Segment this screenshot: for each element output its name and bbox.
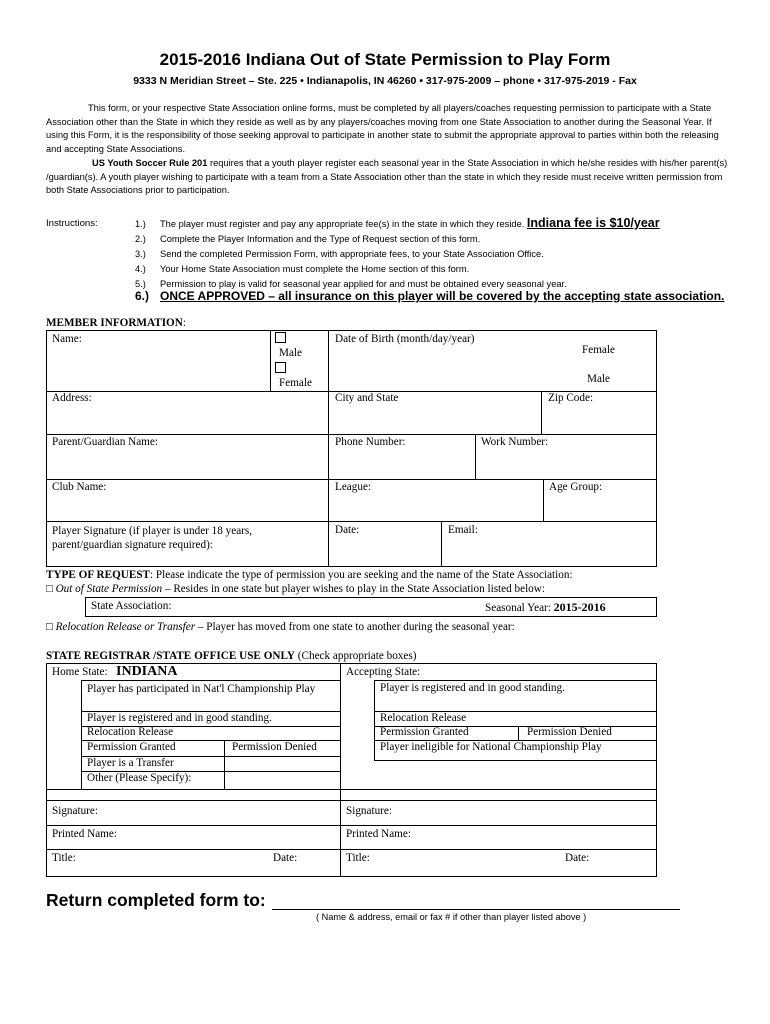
registrar-left-row[interactable]: Player has participated in Nat'l Championship Play [87, 683, 316, 695]
address-label: Address: [52, 392, 92, 404]
male-label: Male [279, 347, 302, 359]
parent-label: Parent/Guardian Name: [52, 436, 158, 448]
work-label: Work Number: [481, 436, 549, 448]
return-note: ( Name & address, email or fax # if other than player listed above ) [316, 912, 587, 922]
dob-label: Date of Birth (month/day/year) [335, 333, 475, 345]
instruction-steps [135, 216, 660, 292]
instruction-step-6: 6.) ONCE APPROVED – all insurance on this player will be covered by the accepting state association. [135, 289, 725, 303]
instruction-step: 5.) Permission to play is valid for seasonal year applied for and must be obtained every seasonal year. [135, 279, 567, 289]
city-state-label: City and State [335, 392, 399, 404]
out-of-state-option[interactable]: □ Out of State Permission – Resides in one state but player wishes to play in the State Association listed below: [46, 583, 545, 595]
accepting-state-label: Accepting State: [346, 666, 421, 678]
registrar-left-row[interactable]: Other (Please Specify): [87, 772, 192, 784]
registrar-left-row[interactable]: Relocation Release [87, 726, 174, 738]
checkbox-glyph: □ [46, 621, 53, 633]
age-group-label: Age Group: [549, 481, 603, 493]
rule-name: US Youth Soccer Rule 201 [92, 157, 208, 168]
phone-label: Phone Number: [335, 436, 406, 448]
seasonal-year: Seasonal Year: 2015-2016 [485, 600, 606, 614]
registrar-right-row[interactable]: Player is registered and in good standing. [380, 682, 565, 694]
form-title: 2015-2016 Indiana Out of State Permission to Play Form [159, 50, 611, 69]
registrar-right-row[interactable]: Player ineligible for National Championship Play [380, 741, 602, 753]
left-signature-label: Signature: [52, 805, 98, 817]
home-state-value: INDIANA [116, 664, 178, 679]
signature-label: Player Signature (if player is under 18 years, parent/guardian signature required): [52, 525, 253, 551]
home-state: Home State: INDIANA [52, 664, 178, 679]
registrar-heading: STATE REGISTRAR /STATE OFFICE USE ONLY (Check appropriate boxes) [46, 650, 417, 662]
date-label: Date: [335, 524, 360, 536]
request-heading: TYPE OF REQUEST: Please indicate the type of permission you are seeking and the name of the State Association: [46, 569, 573, 581]
registrar-right-row[interactable]: Permission Granted [380, 726, 469, 738]
registrar-left-denied[interactable]: Permission Denied [232, 741, 317, 753]
left-title-label: Title: [52, 852, 76, 864]
zip-label: Zip Code: [548, 392, 594, 404]
instruction-step: 3.) Send the completed Permission Form, with appropriate fees, to your State Association Office. [135, 249, 544, 259]
club-label: Club Name: [52, 481, 107, 493]
registrar-left-row[interactable]: Permission Granted [87, 741, 176, 753]
address-line: 9333 N Meridian Street – Ste. 225 • Indianapolis, IN 46260 • 317-975-2009 – phone • 317-975-2019 - Fax [133, 75, 637, 87]
instruction-step: 4.) Your Home State Association must complete the Home section of this form. [135, 264, 470, 274]
male-checkbox[interactable] [275, 332, 286, 343]
right-printed-name-label: Printed Name: [346, 828, 411, 840]
relocation-option[interactable]: □ Relocation Release or Transfer – Player has moved from one state to another during the seasonal year: [46, 621, 515, 633]
instruction-step: 1.) The player must register and pay any appropriate fee(s) in the state in which they reside. Indiana fee is $10/year [135, 216, 660, 230]
female-option-right: Female [582, 344, 615, 356]
male-option-right: Male [587, 373, 610, 385]
left-date-label: Date: [273, 852, 298, 864]
right-title-label: Title: [346, 852, 370, 864]
seasonal-year-value: 2015-2016 [553, 600, 606, 614]
name-label: Name: [52, 333, 82, 345]
rule-text: requires that a youth player register each seasonal year in the State Association in which he/she resides with his/her parent(s) /guardian(s). A youth player wishing to participate with a team from a State Association other than the state in which they reside must receive written permission from both State Associations prior to participation. [46, 157, 728, 196]
registrar-right-denied[interactable]: Permission Denied [527, 726, 612, 738]
member-info-heading: MEMBER INFORMATION: [46, 317, 186, 329]
return-address-line[interactable] [272, 909, 680, 910]
checkbox-glyph: □ [46, 583, 53, 595]
right-signature-label: Signature: [346, 805, 392, 817]
registrar-left-row[interactable]: Player is a Transfer [87, 757, 174, 769]
email-label: Email: [448, 524, 478, 536]
registrar-left-row[interactable]: Player is registered and in good standing. [87, 712, 272, 724]
registrar-right-row[interactable]: Relocation Release [380, 712, 467, 724]
return-label: Return completed form to: [46, 890, 266, 910]
rule-paragraph [46, 157, 736, 198]
intro-text [46, 102, 736, 198]
right-date-label: Date: [565, 852, 590, 864]
intro-paragraph: This form, or your respective State Association online forms, must be completed by all players/coaches requesting permission to participate with a State Association other than the State in which they reside as well as by any players/coaches moving from one State Association to another during the Seasonal Year. If using this Form, it is the responsibility of those seeking approval to participate in another state to submit the appropriate approval to parties within both the releasing and accepting State Associations. [46, 103, 719, 155]
fee-note: Indiana fee is $10/year [526, 216, 660, 230]
left-printed-name-label: Printed Name: [52, 828, 117, 840]
instruction-step: 2.) Complete the Player Information and the Type of Request section of this form. [135, 234, 481, 244]
female-label: Female [279, 377, 312, 389]
state-association-label: State Association: [91, 600, 172, 612]
league-label: League: [335, 481, 372, 493]
female-checkbox[interactable] [275, 362, 286, 373]
instructions-label: Instructions: [46, 218, 98, 229]
